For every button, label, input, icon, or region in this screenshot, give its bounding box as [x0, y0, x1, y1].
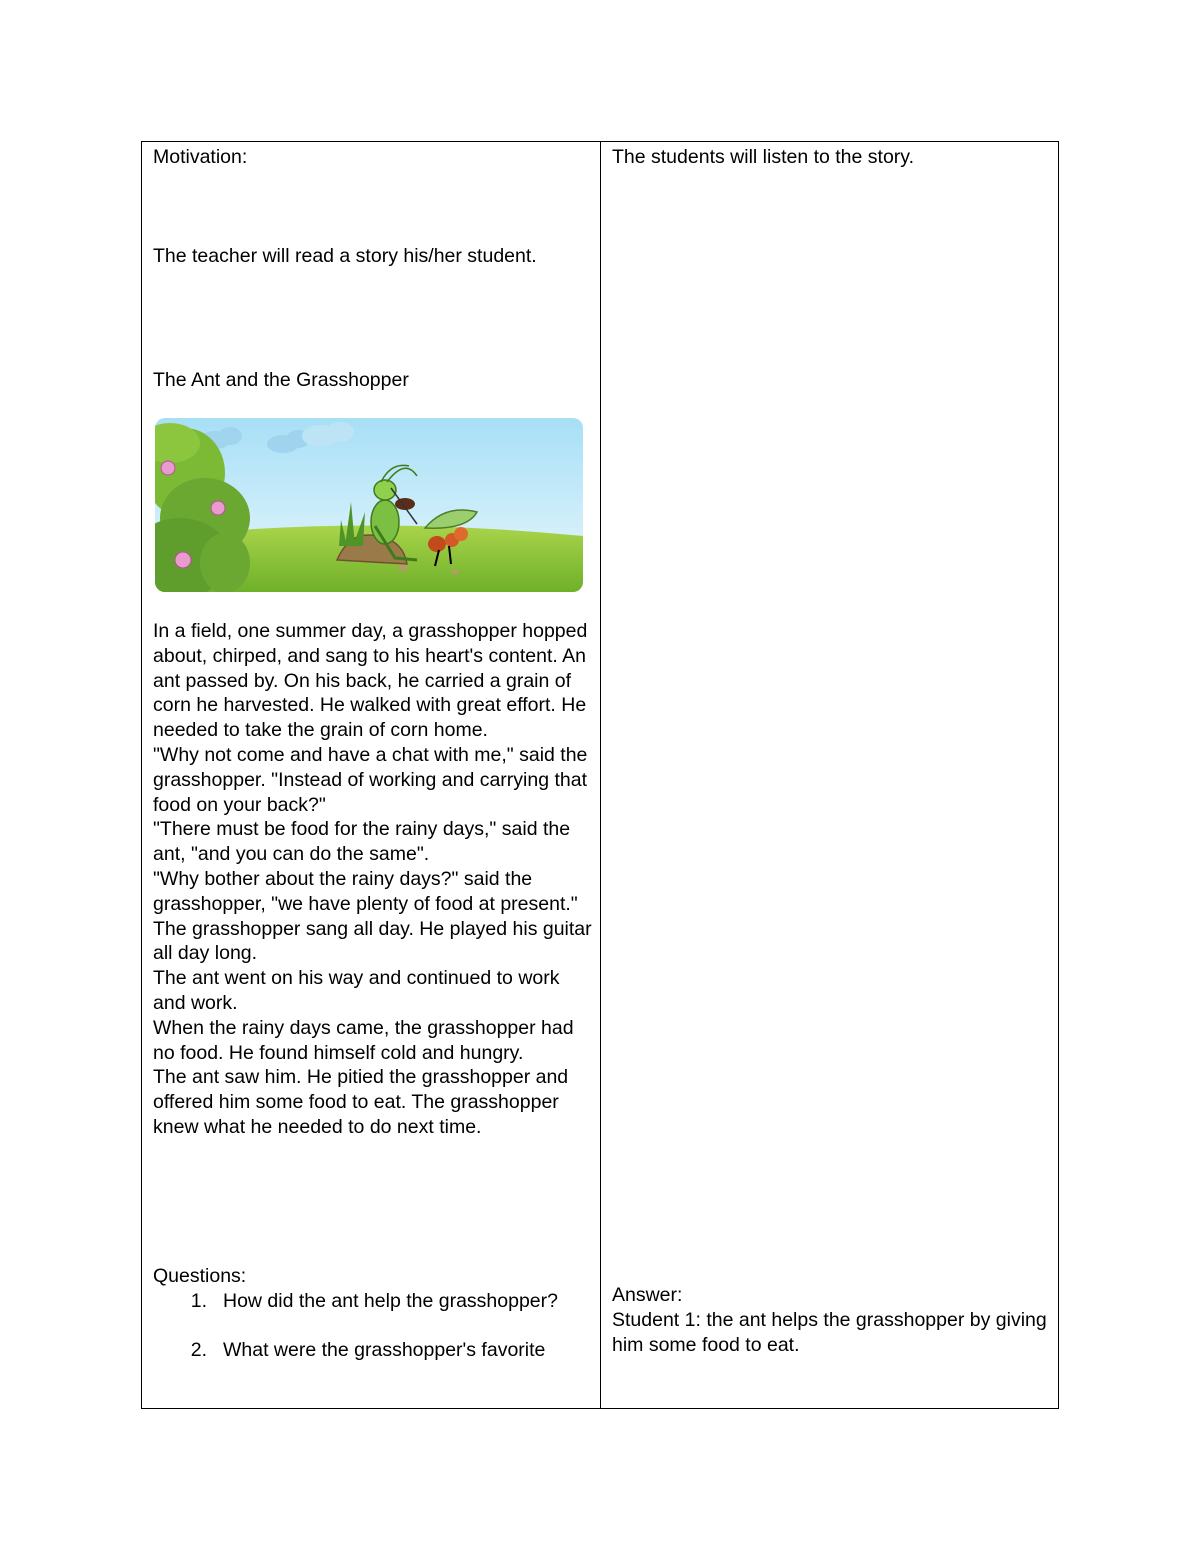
motivation-label: Motivation:	[153, 146, 248, 168]
student-answer: Student 1: the ant helps the grasshopper by giving him some food to eat.	[612, 1308, 1053, 1356]
story-paragraph: "There must be food for the rainy days," said the ant, "and you can do the same".	[153, 818, 576, 866]
teacher-intro: The teacher will read a story his/her student.	[153, 244, 537, 267]
question-number: 2.	[190, 1339, 207, 1362]
column-divider	[600, 142, 601, 1408]
student-activity-cell	[612, 145, 1052, 170]
teacher-activity-cell	[153, 145, 593, 392]
story-paragraph: In a field, one summer day, a grasshopper hopped about, chirped, and sang to his heart's content. An ant passed by. On his back, he carried a grain of corn he harvested. He walked with great effort. He needed to take the grain of corn home.	[153, 620, 593, 742]
question-text: What were the grasshopper's favorite	[223, 1339, 546, 1362]
questions-section	[153, 1264, 593, 1363]
lesson-table	[141, 141, 1059, 1409]
question-number: 1.	[190, 1289, 207, 1312]
ant-and-grasshopper-illustration	[155, 418, 583, 592]
questions-label: Questions:	[153, 1265, 247, 1287]
students-listen: The students will listen to the story.	[612, 146, 915, 168]
story-paragraph: The ant went on his way and continued to work and work.	[153, 967, 565, 1014]
list-item	[153, 1338, 593, 1363]
answer-label: Answer:	[612, 1284, 683, 1306]
list-item	[153, 1289, 593, 1314]
question-text: How did the ant help the grasshopper?	[223, 1289, 558, 1312]
story-text	[153, 619, 598, 1140]
questions-list	[153, 1289, 593, 1363]
answer-section	[612, 1283, 1052, 1357]
story-title: The Ant and the Grasshopper	[153, 368, 409, 391]
story-paragraph: When the rainy days came, the grasshopper had no food. He found himself cold and hungry.	[153, 1016, 579, 1064]
story-paragraph: The ant saw him. He pitied the grasshopper and offered him some food to eat. The grasshopper knew what he needed to do next time.	[153, 1066, 574, 1138]
story-paragraph: "Why bother about the rainy days?" said the grasshopper, "we have plenty of food at present." The grasshopper sang all day. He played his guitar all day long.	[153, 867, 598, 965]
story-paragraph: "Why not come and have a chat with me," said the grasshopper. "Instead of working and carrying that food on your back?"	[153, 743, 593, 816]
